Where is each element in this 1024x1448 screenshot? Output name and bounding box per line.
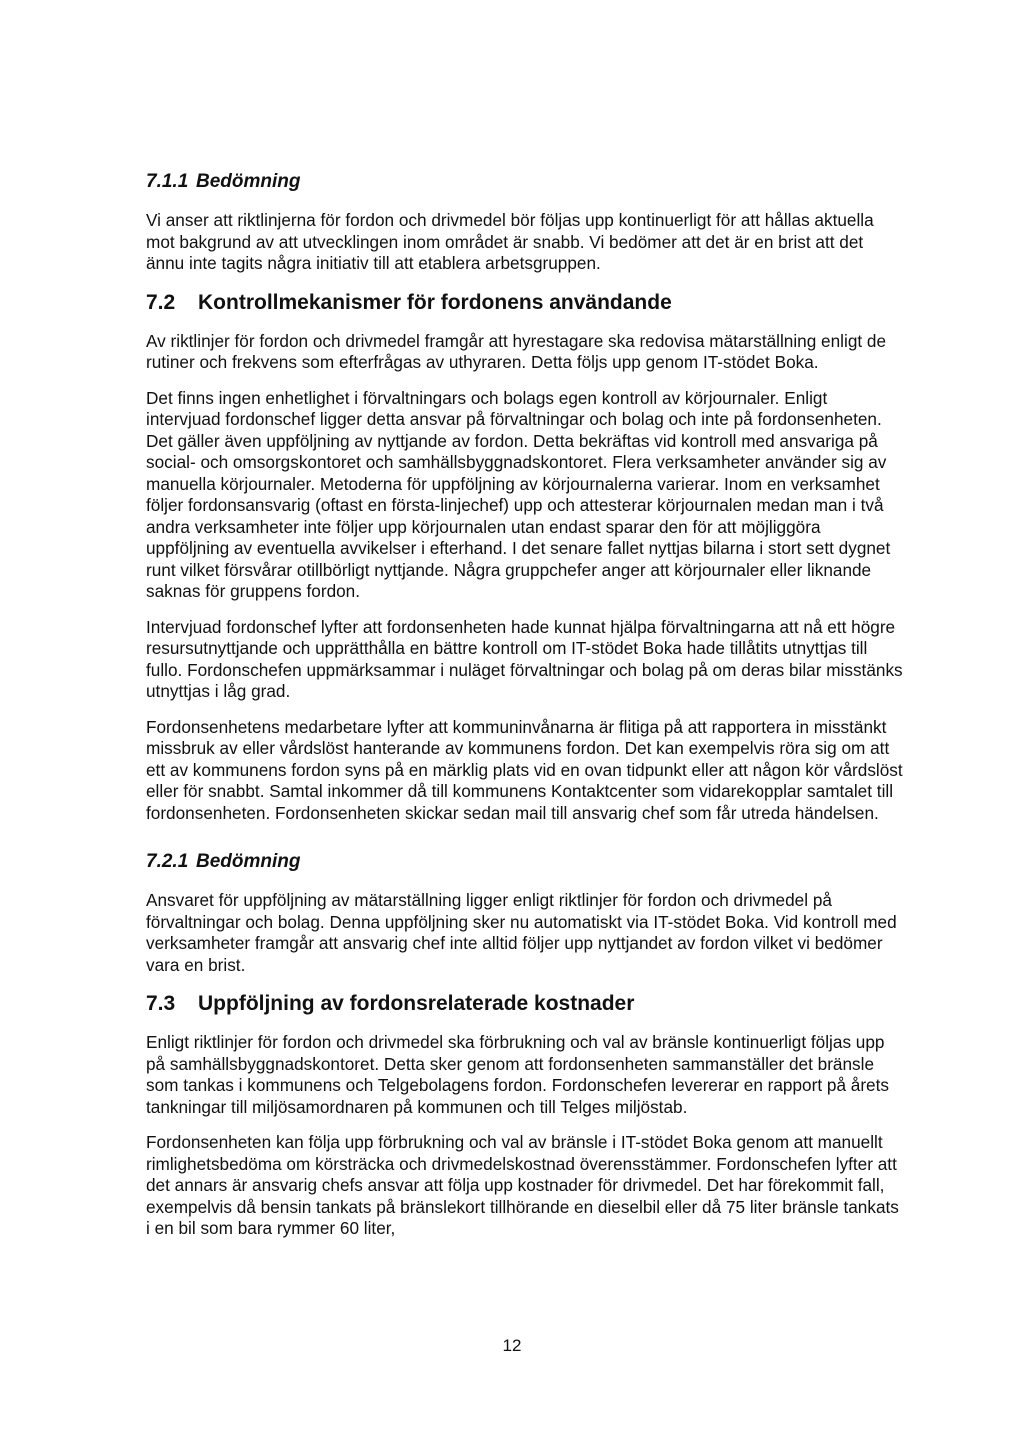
- heading-title: Uppföljning av fordonsrelaterade kostnader: [198, 992, 635, 1015]
- heading-title: Kontrollmekanismer för fordonens användande: [198, 290, 672, 314]
- paragraph: Vi anser att riktlinjerna för fordon och drivmedel bör följas upp kontinuerligt för att hållas aktuella mot bakgrund av att utvecklingen inom området är snabb. Vi bedömer att det är en brist att det ännu inte tagits några initiativ till att etablera arbetsgruppen.: [146, 210, 874, 273]
- heading-number: 7.3: [146, 992, 176, 1015]
- paragraph: Fordonsenhetens medarbetare lyfter att kommuninvånarna är flitiga på att rapportera in misstänkt missbruk av eller vårdslöst hanterande av kommunens fordon. Det kan exempelvis röra sig om att ett av kommunens fordon syns på en märklig plats vid en ovan tidpunkt eller att någon kör vårdslöst eller för snabbt. Samtal inkommer då till kommunens Kontaktcenter som vidarekopplar samtalet till fordonsenheten. Fordonsenheten skickar sedan mail till ansvarig chef som får utreda händelsen.: [146, 716, 903, 823]
- heading-number: 7.2.1: [146, 851, 189, 872]
- paragraph: Av riktlinjer för fordon och drivmedel framgår att hyrestagare ska redovisa mätarställning enligt de rutiner och frekvens som efterfrågas av uthyraren. Detta följs upp genom IT-stödet Boka.: [146, 330, 887, 372]
- heading-7-3: [146, 990, 906, 1018]
- paragraph: Fordonsenheten kan följa upp förbrukning och val av bränsle i IT-stödet Boka genom att manuellt rimlighetsbedöma om körsträcka och drivmedelskostnad överensstämmer. Fordonschefen lyfter att det annars är ansvarig chefs ansvar att följa upp kostnader för drivmedel. Det har förekommit fall, exempelvis då bensin tankats på bränslekort tillhörande en dieselbil eller då 75 liter bränsle tankats i en bil som bara rymmer 60 liter,: [146, 1132, 899, 1238]
- heading-7-2: [146, 289, 906, 317]
- heading-title: Bedömning: [196, 171, 301, 192]
- paragraph: Det finns ingen enhetlighet i förvaltningars och bolags egen kontroll av körjournaler. Enligt intervjuad fordonschef ligger detta ansvar på förvaltningar och bolag och inte på fordonsenheten. Det gäller även uppföljning av nyttjande av fordon. Detta bekräftas vid kontroll med ansvariga på social- och omsorgskontoret och samhällsbyggnadskontoret. Flera verksamheter använder sig av manuella körjournaler. Metoderna för uppföljning av körjournalerna varierar. Inom en verksamhet följer fordonsansvarig (oftast en första-linjechef) upp och attesterar körjournalen medan man i två andra verksamheter inte följer upp körjournalen utan endast sparar den för att möjliggöra uppföljning av eventuella avvikelser i efterhand. I det senare fallet nyttjas bilarna i stort sett dygnet runt vilket försvårar otillbörligt nyttjande. Några gruppchefer anger att körjournaler eller liknande saknas för gruppens fordon.: [146, 387, 891, 601]
- paragraph: Ansvaret för uppföljning av mätarställning ligger enligt riktlinjer för fordon och drivmedel på förvaltningar och bolag. Denna uppföljning sker nu automatiskt via IT-stödet Boka. Vid kontroll med verksamheter framgår att ansvarig chef inte alltid följer upp nyttjandet av fordon vilket vi bedömer vara en brist.: [146, 890, 897, 975]
- paragraph: Enligt riktlinjer för fordon och drivmedel ska förbrukning och val av bränsle kontinuerligt följas upp på samhällsbyggnadskontoret. Detta sker genom att fordonsenheten sammanställer det bränsle som tankas i kommunens och Telgebolagens fordon. Fordonschefen levererar en rapport på årets tankningar till miljösamordnaren på kommunen och till Telges miljöstab.: [146, 1032, 889, 1117]
- heading-number: 7.1.1: [146, 171, 189, 192]
- heading-number: 7.2: [146, 290, 176, 314]
- page-number: 12: [502, 1336, 522, 1355]
- spacer: [146, 838, 906, 848]
- paragraph: Intervjuad fordonschef lyfter att fordonsenheten hade kunnat hjälpa förvaltningarna att nå ett högre resursutnyttjande och upprätthålla en bättre kontroll om IT-stödet Boka hade tillåtits utnyttjas till fullo. Fordonschefen uppmärksammar i nuläget förvaltningar och bolag på om deras bilar misstänks utnyttjas i låg grad.: [146, 616, 903, 701]
- heading-title: Bedömning: [196, 851, 301, 872]
- heading-7-2-1: [146, 848, 906, 876]
- document-page: [146, 168, 906, 1254]
- heading-7-1-1: [146, 168, 906, 196]
